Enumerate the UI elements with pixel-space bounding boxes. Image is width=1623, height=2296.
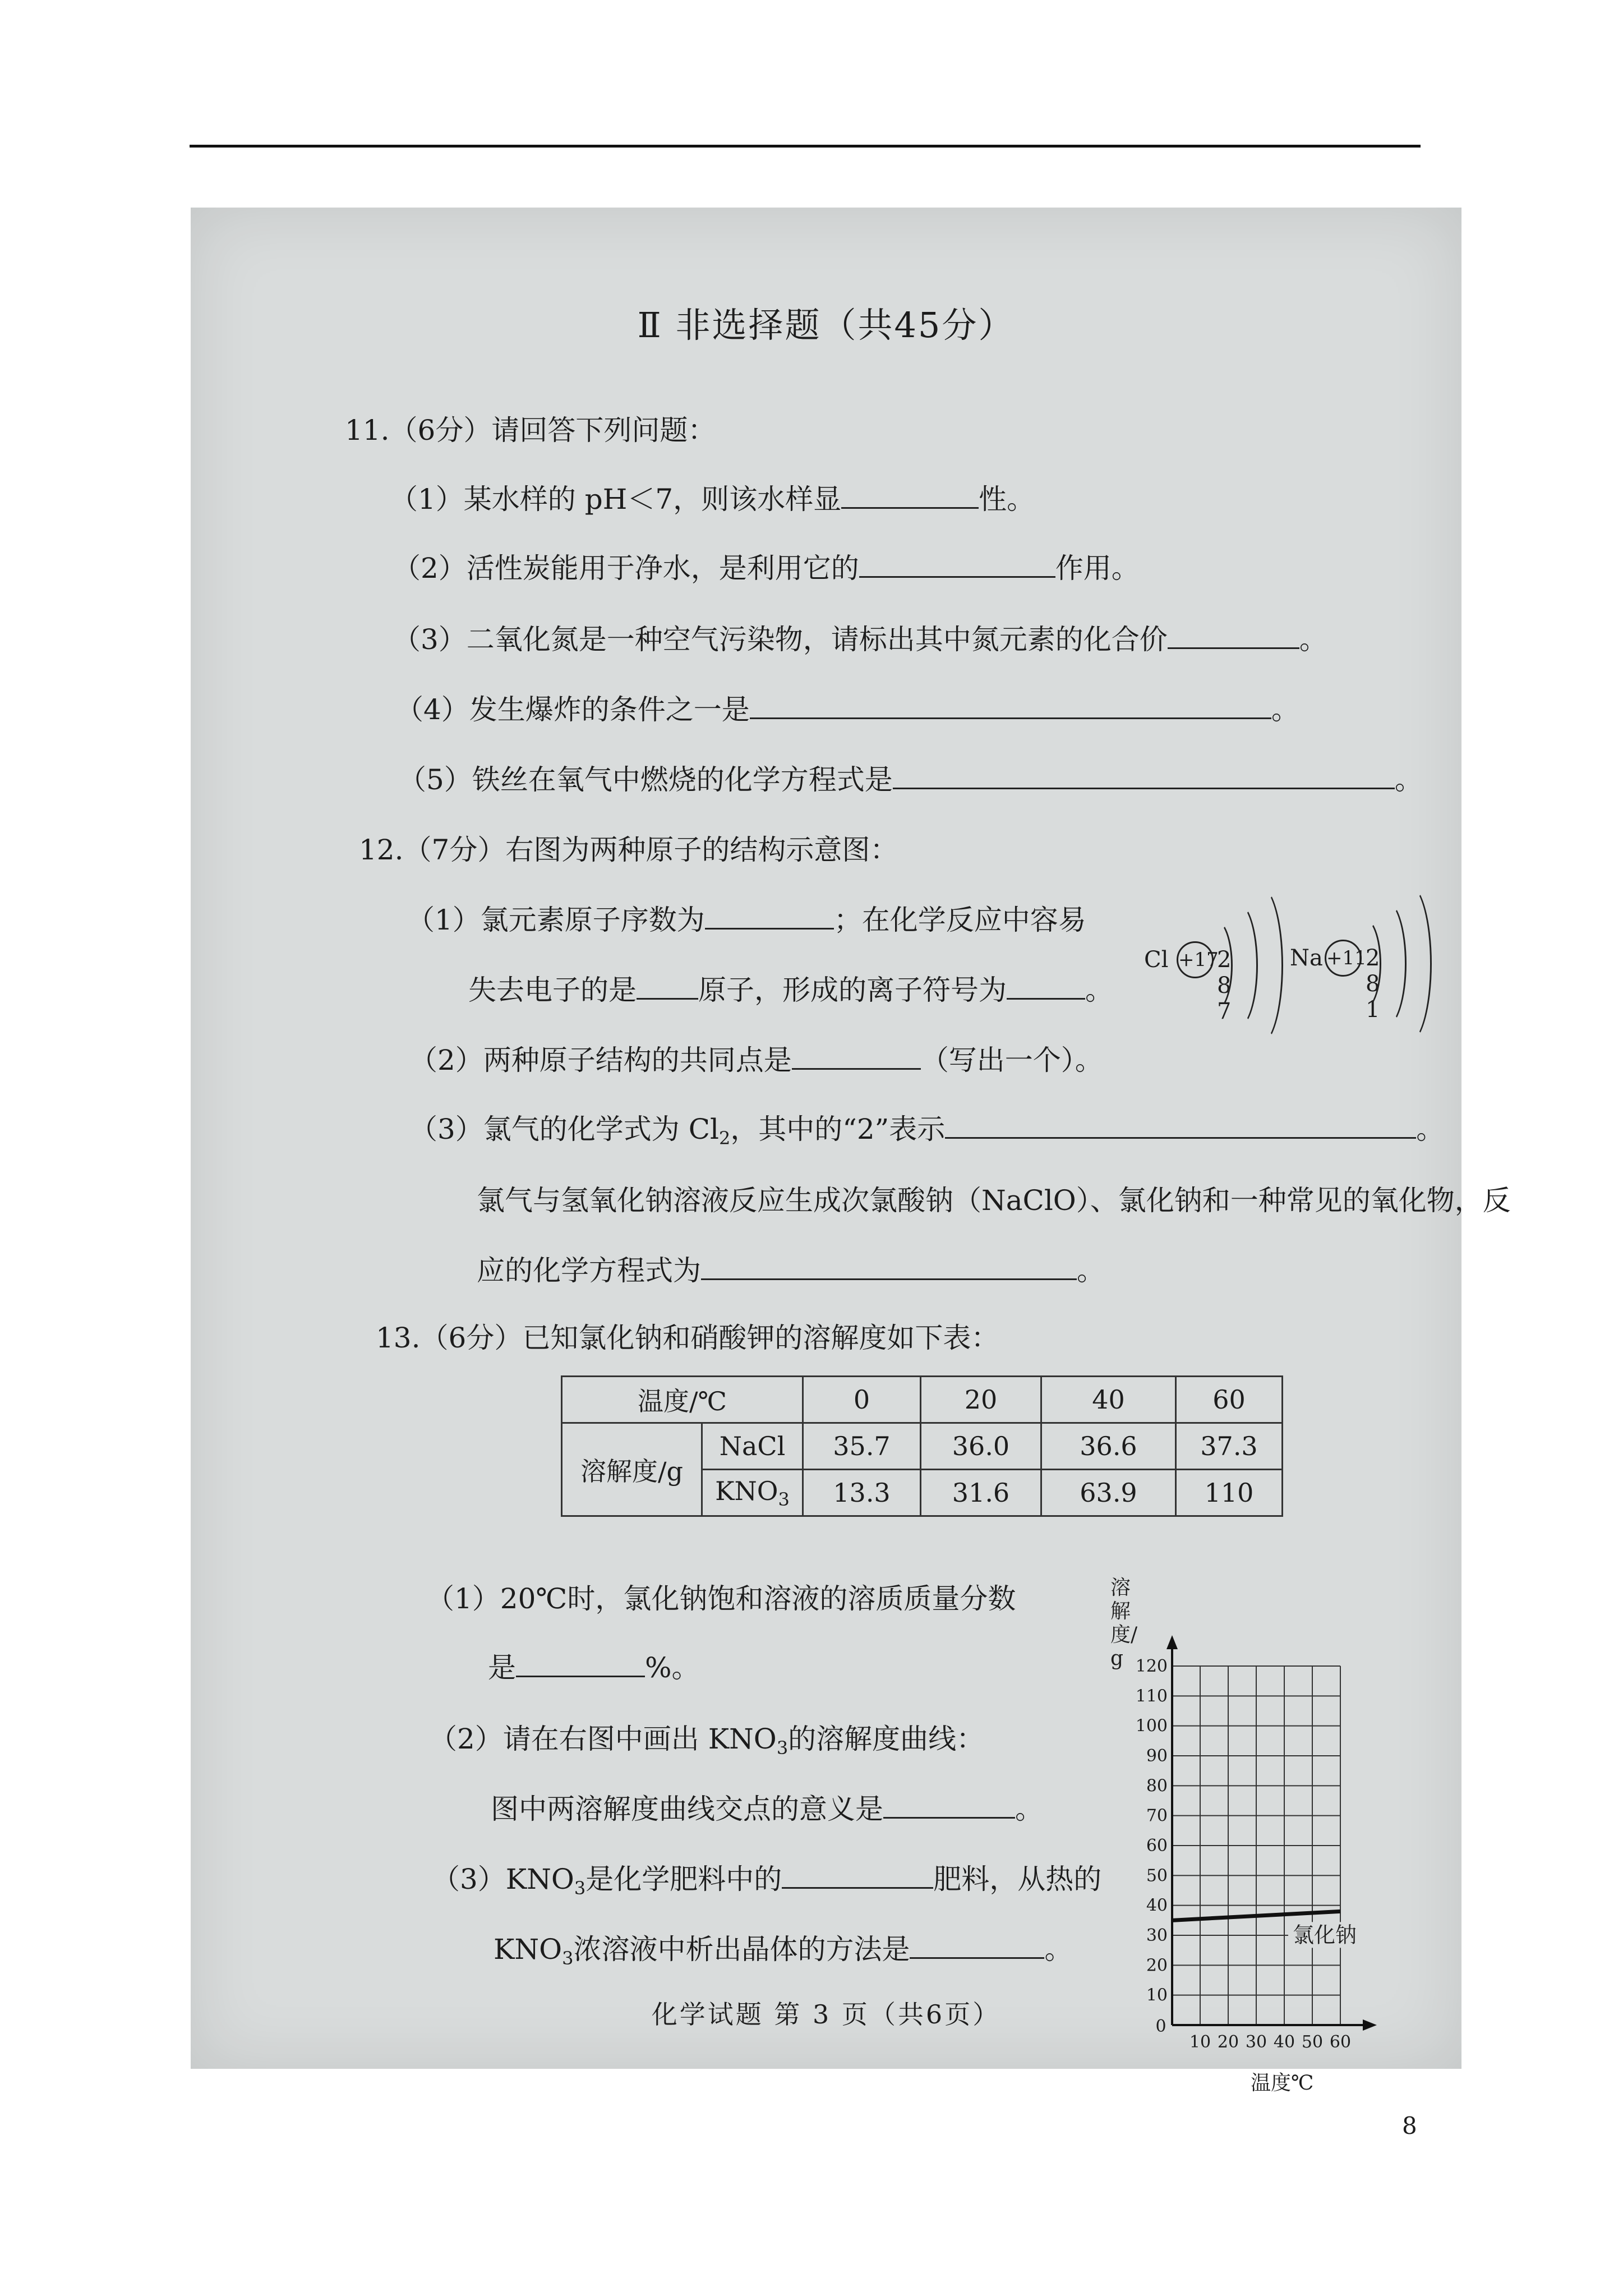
y-tick-label: 100 — [1135, 1716, 1168, 1736]
x-tick-label: 10 — [1189, 2032, 1211, 2052]
table-cell: 110 — [1176, 1470, 1283, 1516]
temp-header: 温度/℃ — [562, 1377, 803, 1423]
answer-blank[interactable] — [841, 482, 979, 509]
q13-part2-cont: 图中两溶解度曲线交点的意义是 。 — [491, 1793, 1043, 1825]
q11-part3: （3）二氧化氮是一种空气污染物，请标出其中氮元素的化合价 。 — [393, 623, 1327, 656]
top-rule — [190, 145, 1421, 148]
page-number: 8 — [1402, 2112, 1417, 2139]
table-cell: 20 — [921, 1377, 1041, 1423]
y-tick-label: 30 — [1146, 1926, 1168, 1945]
y-tick-label: 10 — [1146, 1985, 1168, 2005]
chart-xlabel: 温度℃ — [1251, 2072, 1314, 2095]
q12-part1-cont: 失去电子的是 原子，形成的离子符号为 。 — [468, 974, 1113, 1006]
x-tick-label: 50 — [1301, 2032, 1324, 2052]
x-tick-label: 60 — [1329, 2032, 1352, 2052]
table-cell: 31.6 — [921, 1470, 1041, 1516]
q13-part1: （1）20℃时，氯化钠饱和溶液的溶质质量分数 — [426, 1582, 1016, 1615]
nacl-label: NaCl — [702, 1423, 803, 1470]
q12-part3: （3）氯气的化学式为 $Cl_2$，其中的“2”表示 。 — [409, 1113, 1445, 1149]
y-axis-arrow — [1166, 1635, 1178, 1649]
y-tick-label: 80 — [1146, 1776, 1168, 1796]
table-cell: 13.3 — [803, 1470, 921, 1516]
answer-blank[interactable] — [782, 1862, 933, 1889]
q11-part5: （5）铁丝在氧气中燃烧的化学方程式是 。 — [398, 763, 1423, 796]
chart-plot — [1110, 1576, 1615, 2115]
answer-blank[interactable] — [1007, 973, 1085, 1000]
table-cell: 35.7 — [803, 1423, 921, 1470]
q11-part4: （4）发生爆炸的条件之一是 。 — [395, 693, 1299, 726]
sodium-electron-shells: 2 8 1 — [1366, 945, 1385, 1023]
shell-arc — [1385, 884, 1432, 1044]
table-cell: 0 — [803, 1377, 921, 1423]
answer-blank[interactable] — [910, 1932, 1044, 1959]
q13-stem: 13.（6分）已知氯化钠和硝酸钾的溶解度如下表： — [376, 1322, 999, 1354]
page-footer: 化学试题 第 3 页（共6页） — [651, 1999, 1001, 2030]
answer-blank[interactable] — [883, 1792, 1015, 1819]
answer-blank[interactable] — [792, 1043, 921, 1070]
q12-part3-equation: 应的化学方程式为 。 — [477, 1254, 1105, 1287]
series-label: 氯化钠 — [1293, 1922, 1357, 1948]
q11-part2: （2）活性炭能用于净水，是利用它的 作用。 — [393, 552, 1140, 585]
answer-blank[interactable] — [859, 551, 1055, 578]
chart-ylabel: 溶解度/g — [1110, 1576, 1138, 1670]
solubility-table — [561, 1375, 1283, 1517]
scanned-exam-page: Ⅱ 非选择题（共45分） 11.（6分）请回答下列问题： （1）某水样的 pH＜7，则该水样显 性。 （2）活性炭能用于净水，是利用它的 作用。 （3）二氧化氮是一种空气污染物，请标出其中氮元素的化合价 。 （4）发生爆炸的条件之一是 。 （5）铁丝在氧气中燃烧的化学方程式是 。 12.（7分）右图为两种原子的结构示意图： （1）氯元素原子序数为 ；在化学反应中容易 失去电子的是 原子，形成的离子符号为 。 Cl +17 2 8 7 Na +11 2 8 1 （2）两种原子结构的共同点是 （写出一个）。 （3）氯气的化学式为 $Cl_2$，其中的“2”表示 。 氯气与氢氧化钠溶液反应生成次氯酸钠（NaClO）、氯化钠和一种常见的氧化物，反 应的化学方程式为 。 13.（6分）已知氯化钠和硝酸钾的溶解度如下表： 温度/℃ 0 20 40 60 溶解度/g NaCl 35.7 36.0 36.6 37.3 $KNO_3$ 13.3 31.6 63.9 110 （1）20℃时，氯化钠饱和溶液的溶质质量分数 是 %。 （2）请在右图中画出 $KNO_3$的溶解度曲线： 图中两溶解度曲线交点的意义是 。 $(3)KNO_3$是化学肥料中的 肥料，从热的 $KNO_3$浓溶液中析出晶体的方法是 。 溶解度/g 10 20 30 40 50 60 70 80 90 100 110 120 0 10 20 30 40 50 60 氯化钠 温度℃ 化学试题 第 3 页（共6页） — [191, 208, 1461, 2069]
table-cell: 37.3 — [1176, 1423, 1283, 1470]
y-tick-label: 90 — [1146, 1746, 1168, 1766]
q11-stem: 11.（6分）请回答下列问题： — [345, 414, 716, 447]
y-tick-label: 70 — [1146, 1806, 1168, 1826]
answer-blank[interactable] — [637, 973, 698, 1000]
x-tick-label: 0 — [1155, 2017, 1166, 2036]
chlorine-nucleus: +17 — [1177, 941, 1214, 978]
chlorine-electron-shells: 2 8 7 — [1217, 947, 1236, 1024]
answer-blank[interactable] — [1168, 623, 1299, 649]
q12-part2: （2）两种原子结构的共同点是 （写出一个）。 — [409, 1044, 1103, 1076]
q13-part1-cont: 是 %。 — [488, 1651, 700, 1684]
y-tick-label: 50 — [1146, 1866, 1168, 1886]
table-cell: 63.9 — [1041, 1470, 1176, 1516]
q12-part1: （1）氯元素原子序数为 ；在化学反应中容易 — [407, 904, 1086, 936]
table-cell: 40 — [1041, 1377, 1176, 1423]
solubility-label: 溶解度/g — [562, 1423, 702, 1516]
solubility-chart — [1110, 1576, 1615, 2115]
answer-blank[interactable] — [705, 903, 834, 930]
y-tick-label: 120 — [1135, 1657, 1168, 1676]
section-title: Ⅱ 非选择题（共45分） — [637, 305, 1015, 346]
q11-part1: （1）某水样的 pH＜7，则该水样显 性。 — [390, 483, 1035, 516]
y-tick-label: 40 — [1146, 1895, 1168, 1916]
x-tick-label: 30 — [1245, 2032, 1267, 2052]
shell-arc — [1237, 885, 1283, 1046]
y-tick-label: 60 — [1146, 1836, 1168, 1856]
sodium-nucleus: +11 — [1325, 940, 1362, 977]
q12-part3-text: 氯气与氢氧化钠溶液反应生成次氯酸钠（NaClO）、氯化钠和一种常见的氧化物，反 — [477, 1184, 1511, 1217]
table-row — [562, 1377, 1283, 1423]
x-tick-label: 20 — [1217, 2032, 1239, 2052]
x-tick-label: 40 — [1273, 2032, 1295, 2052]
answer-blank[interactable] — [945, 1112, 1416, 1139]
y-tick-label: 110 — [1135, 1686, 1168, 1706]
q13-part3-cont: $KNO_3$浓溶液中析出晶体的方法是 。 — [494, 1933, 1073, 1969]
q12-stem: 12.（7分）右图为两种原子的结构示意图： — [359, 834, 898, 866]
answer-blank[interactable] — [516, 1651, 645, 1677]
answer-blank[interactable] — [893, 763, 1395, 789]
table-cell: 36.6 — [1041, 1423, 1176, 1470]
answer-blank[interactable] — [701, 1254, 1077, 1280]
table-cell: 36.0 — [921, 1423, 1041, 1470]
q13-part3: $(3)KNO_3$是化学肥料中的 肥料，从热的 — [432, 1863, 1102, 1899]
answer-blank[interactable] — [750, 693, 1271, 719]
table-cell: 60 — [1176, 1377, 1283, 1423]
kno3-label: $KNO_3$ — [702, 1470, 803, 1516]
q13-part2: （2）请在右图中画出 $KNO_3$的溶解度曲线： — [429, 1723, 985, 1759]
y-tick-label: 20 — [1146, 1955, 1168, 1976]
table-row — [562, 1423, 1283, 1470]
